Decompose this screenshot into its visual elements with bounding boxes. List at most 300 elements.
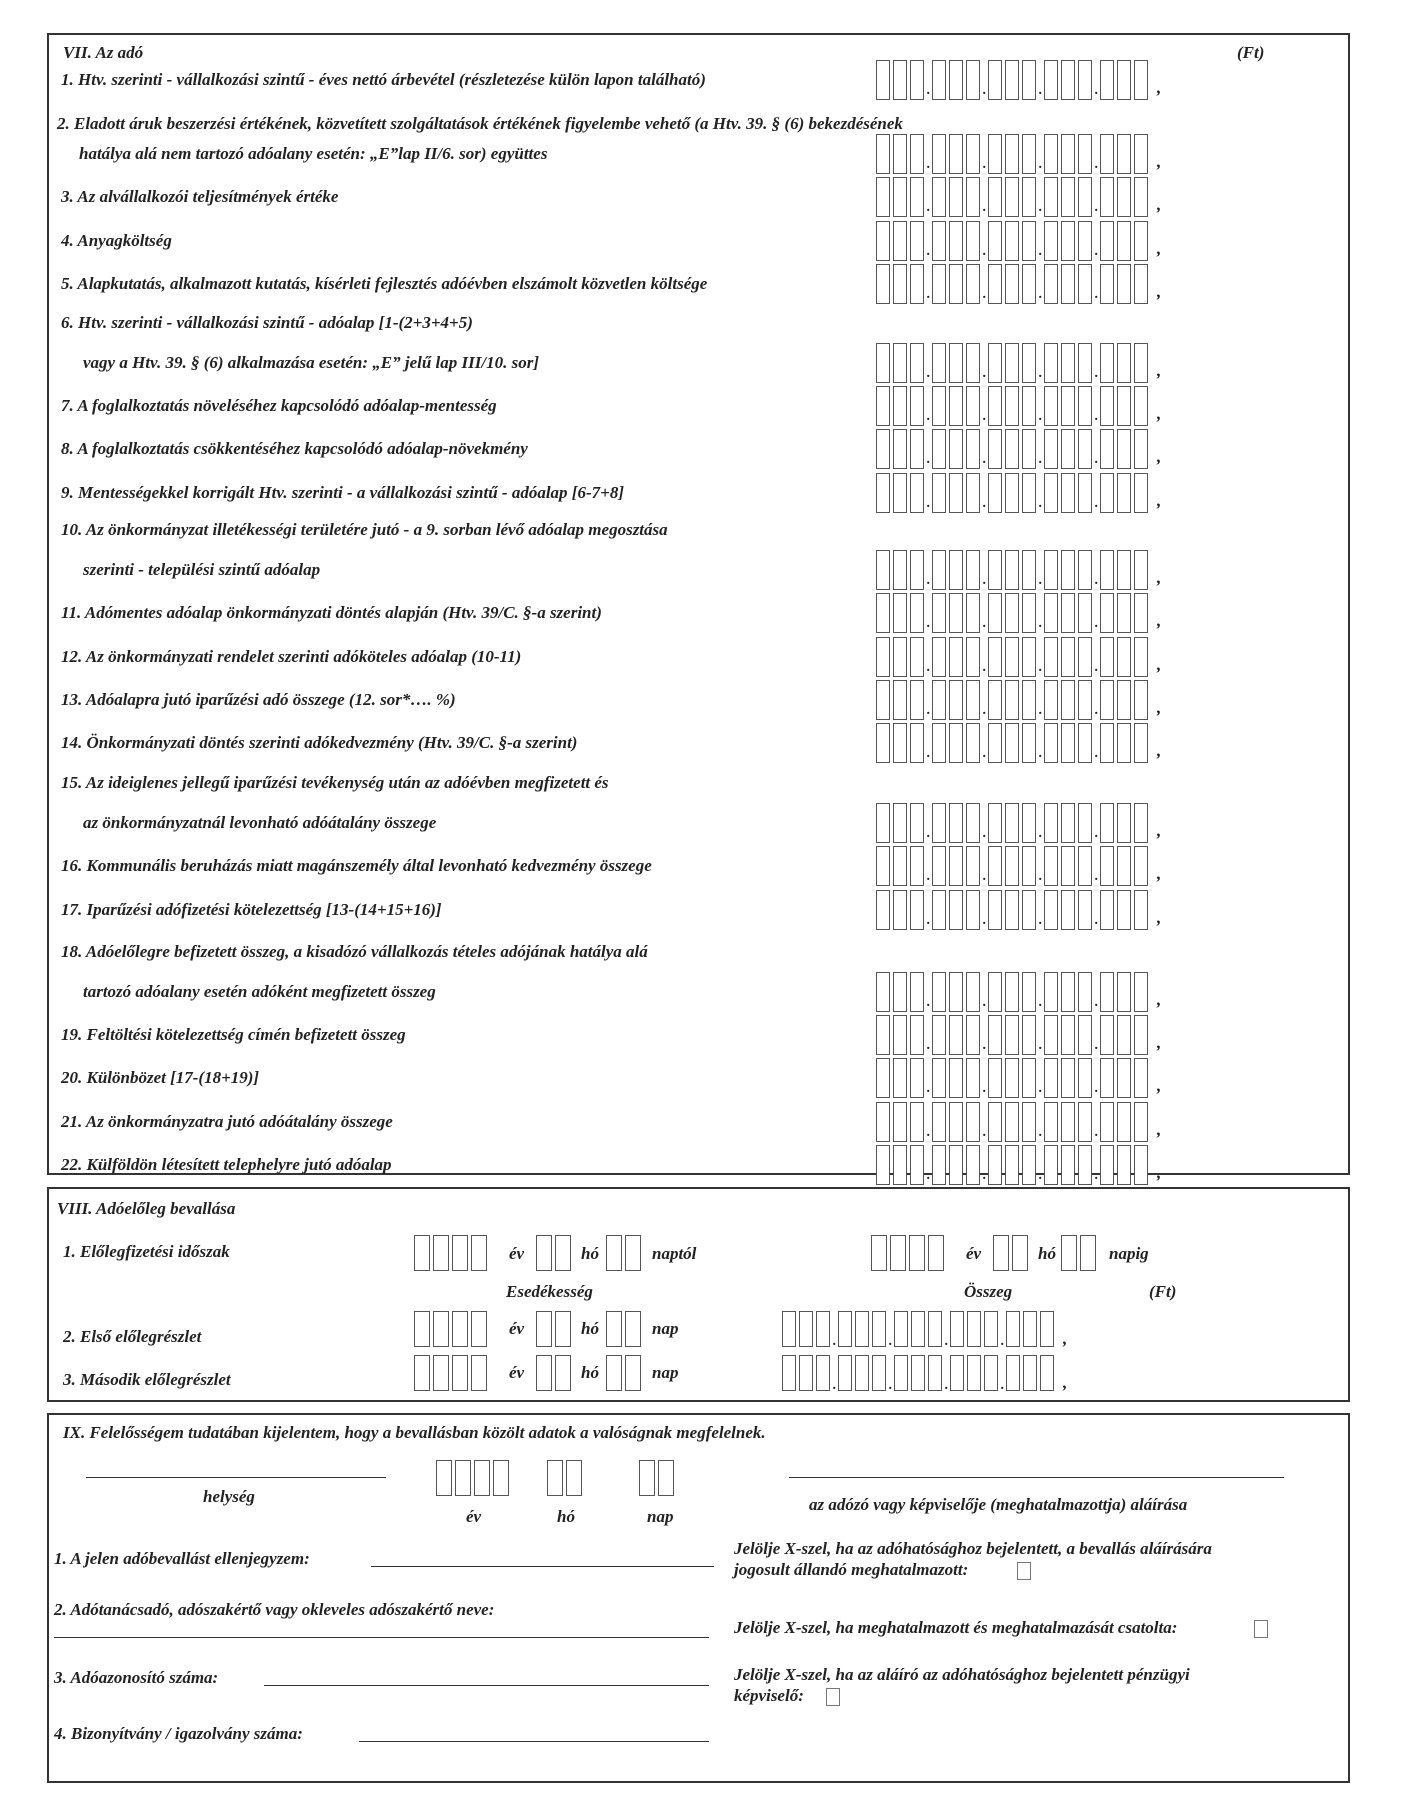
digit-box[interactable] (1061, 803, 1075, 843)
digit-box[interactable] (1078, 1145, 1092, 1185)
digit-box[interactable] (876, 264, 890, 304)
digit-box[interactable] (932, 177, 946, 217)
digit-box[interactable] (932, 890, 946, 930)
digit-box[interactable] (966, 846, 980, 886)
digit-box[interactable] (876, 473, 890, 513)
digit-box[interactable] (876, 680, 890, 720)
digit-box[interactable] (949, 723, 963, 763)
digit-box[interactable] (555, 1311, 571, 1347)
digit-box[interactable] (1061, 1058, 1075, 1098)
digit-box[interactable] (1117, 637, 1131, 677)
digit-box[interactable] (1022, 1015, 1036, 1055)
digit-box[interactable] (1061, 1235, 1077, 1271)
digit-box[interactable] (625, 1355, 641, 1391)
digit-box[interactable] (1134, 473, 1148, 513)
amount-field[interactable] (876, 890, 1151, 930)
digit-box[interactable] (893, 803, 907, 843)
digit-box[interactable] (1005, 429, 1019, 469)
digit-box[interactable] (414, 1235, 430, 1271)
digit-box[interactable] (1134, 637, 1148, 677)
digit-box[interactable] (1022, 177, 1036, 217)
digit-box[interactable] (1100, 803, 1114, 843)
financial-rep-checkbox[interactable] (826, 1688, 840, 1706)
digit-box[interactable] (1117, 1145, 1131, 1185)
amount-field[interactable] (876, 680, 1151, 720)
digit-box[interactable] (1044, 1058, 1058, 1098)
digit-box[interactable] (1100, 723, 1114, 763)
digit-box[interactable] (1134, 343, 1148, 383)
digit-box[interactable] (471, 1355, 487, 1391)
digit-box[interactable] (1005, 343, 1019, 383)
digit-box[interactable] (876, 177, 890, 217)
digit-box[interactable] (932, 680, 946, 720)
digit-box[interactable] (1134, 60, 1148, 100)
digit-box[interactable] (1040, 1311, 1054, 1347)
digit-box[interactable] (1078, 550, 1092, 590)
digit-box[interactable] (928, 1235, 944, 1271)
digit-box[interactable] (988, 386, 1002, 426)
digit-box[interactable] (1078, 343, 1092, 383)
digit-box[interactable] (949, 637, 963, 677)
digit-box[interactable] (1078, 177, 1092, 217)
digit-box[interactable] (988, 1058, 1002, 1098)
digit-box[interactable] (782, 1355, 796, 1391)
digit-box[interactable] (949, 134, 963, 174)
digit-box[interactable] (966, 637, 980, 677)
digit-box[interactable] (993, 1235, 1009, 1271)
digit-box[interactable] (910, 429, 924, 469)
digit-box[interactable] (1044, 343, 1058, 383)
digit-box[interactable] (1100, 134, 1114, 174)
digit-box[interactable] (1061, 386, 1075, 426)
digit-box[interactable] (893, 264, 907, 304)
digit-box[interactable] (949, 177, 963, 217)
place-line[interactable] (86, 1477, 386, 1478)
digit-box[interactable] (910, 1015, 924, 1055)
digit-box[interactable] (910, 343, 924, 383)
advisor-line[interactable] (54, 1637, 709, 1638)
digit-box[interactable] (988, 264, 1002, 304)
digit-box[interactable] (1023, 1355, 1037, 1391)
digit-box[interactable] (966, 1102, 980, 1142)
digit-box[interactable] (893, 1015, 907, 1055)
amount-field[interactable] (876, 177, 1151, 217)
amount-field[interactable] (876, 1015, 1151, 1055)
digit-box[interactable] (1061, 972, 1075, 1012)
digit-box[interactable] (1061, 846, 1075, 886)
digit-box[interactable] (1100, 550, 1114, 590)
digit-box[interactable] (932, 134, 946, 174)
digit-box[interactable] (799, 1311, 813, 1347)
digit-box[interactable] (966, 429, 980, 469)
digit-box[interactable] (910, 1102, 924, 1142)
period-to-day[interactable] (1061, 1235, 1099, 1271)
digit-box[interactable] (1005, 60, 1019, 100)
digit-box[interactable] (1061, 1102, 1075, 1142)
digit-box[interactable] (966, 1015, 980, 1055)
digit-box[interactable] (1005, 1102, 1019, 1142)
digit-box[interactable] (1044, 177, 1058, 217)
digit-box[interactable] (949, 803, 963, 843)
amount-field[interactable] (782, 1355, 1057, 1395)
digit-box[interactable] (876, 60, 890, 100)
digit-box[interactable] (1022, 550, 1036, 590)
digit-box[interactable] (949, 890, 963, 930)
amount-field[interactable] (876, 593, 1151, 633)
digit-box[interactable] (872, 1355, 886, 1391)
digit-box[interactable] (1005, 680, 1019, 720)
amount-field[interactable] (876, 221, 1151, 261)
digit-box[interactable] (910, 473, 924, 513)
digit-box[interactable] (1078, 134, 1092, 174)
digit-box[interactable] (988, 680, 1002, 720)
digit-box[interactable] (1100, 972, 1114, 1012)
digit-box[interactable] (988, 429, 1002, 469)
digit-box[interactable] (876, 1015, 890, 1055)
digit-box[interactable] (1078, 1015, 1092, 1055)
digit-box[interactable] (547, 1460, 563, 1496)
period-to-month[interactable] (993, 1235, 1031, 1271)
digit-box[interactable] (1134, 846, 1148, 886)
digit-box[interactable] (949, 343, 963, 383)
digit-box[interactable] (876, 221, 890, 261)
digit-box[interactable] (910, 593, 924, 633)
digit-box[interactable] (876, 890, 890, 930)
digit-box[interactable] (1100, 386, 1114, 426)
digit-box[interactable] (988, 593, 1002, 633)
digit-box[interactable] (893, 846, 907, 886)
digit-box[interactable] (911, 1311, 925, 1347)
digit-box[interactable] (1061, 177, 1075, 217)
digit-box[interactable] (872, 1311, 886, 1347)
digit-box[interactable] (949, 1015, 963, 1055)
digit-box[interactable] (1078, 473, 1092, 513)
digit-box[interactable] (555, 1355, 571, 1391)
digit-box[interactable] (1022, 60, 1036, 100)
digit-box[interactable] (1022, 429, 1036, 469)
digit-box[interactable] (988, 177, 1002, 217)
period-from-year[interactable] (414, 1235, 490, 1271)
digit-box[interactable] (1100, 637, 1114, 677)
digit-box[interactable] (910, 221, 924, 261)
digit-box[interactable] (838, 1355, 852, 1391)
signature-line[interactable] (789, 1477, 1284, 1478)
digit-box[interactable] (949, 550, 963, 590)
digit-box[interactable] (1005, 134, 1019, 174)
digit-box[interactable] (893, 680, 907, 720)
digit-box[interactable] (893, 637, 907, 677)
digit-box[interactable] (988, 1015, 1002, 1055)
digit-box[interactable] (988, 60, 1002, 100)
digit-box[interactable] (639, 1460, 655, 1496)
digit-box[interactable] (911, 1355, 925, 1391)
amount-field[interactable] (876, 723, 1151, 763)
digit-box[interactable] (1134, 1145, 1148, 1185)
digit-box[interactable] (988, 972, 1002, 1012)
digit-box[interactable] (1080, 1235, 1096, 1271)
digit-box[interactable] (910, 803, 924, 843)
digit-box[interactable] (1134, 1015, 1148, 1055)
amount-field[interactable] (876, 1102, 1151, 1142)
signature-month[interactable] (547, 1460, 585, 1496)
digit-box[interactable] (414, 1355, 430, 1391)
digit-box[interactable] (1134, 972, 1148, 1012)
digit-box[interactable] (932, 221, 946, 261)
digit-box[interactable] (1005, 1015, 1019, 1055)
digit-box[interactable] (455, 1460, 471, 1496)
digit-box[interactable] (1044, 637, 1058, 677)
digit-box[interactable] (536, 1235, 552, 1271)
digit-box[interactable] (909, 1235, 925, 1271)
digit-box[interactable] (893, 1102, 907, 1142)
digit-box[interactable] (966, 1145, 980, 1185)
proxy-attached-checkbox[interactable] (1254, 1620, 1268, 1638)
digit-box[interactable] (876, 1102, 890, 1142)
digit-box[interactable] (932, 803, 946, 843)
digit-box[interactable] (1117, 803, 1131, 843)
digit-box[interactable] (966, 386, 980, 426)
digit-box[interactable] (932, 473, 946, 513)
digit-box[interactable] (1134, 593, 1148, 633)
digit-box[interactable] (1117, 972, 1131, 1012)
digit-box[interactable] (984, 1355, 998, 1391)
digit-box[interactable] (606, 1311, 622, 1347)
digit-box[interactable] (1005, 264, 1019, 304)
digit-box[interactable] (1061, 890, 1075, 930)
digit-box[interactable] (876, 1058, 890, 1098)
digit-box[interactable] (910, 680, 924, 720)
digit-box[interactable] (1044, 1015, 1058, 1055)
digit-box[interactable] (536, 1355, 552, 1391)
amount-field[interactable] (876, 972, 1151, 1012)
digit-box[interactable] (893, 1058, 907, 1098)
digit-box[interactable] (433, 1235, 449, 1271)
digit-box[interactable] (799, 1355, 813, 1391)
digit-box[interactable] (893, 60, 907, 100)
digit-box[interactable] (1134, 386, 1148, 426)
digit-box[interactable] (1040, 1355, 1054, 1391)
amount-field[interactable] (876, 637, 1151, 677)
digit-box[interactable] (1044, 1145, 1058, 1185)
digit-box[interactable] (1100, 177, 1114, 217)
digit-box[interactable] (910, 846, 924, 886)
digit-box[interactable] (876, 723, 890, 763)
digit-box[interactable] (932, 429, 946, 469)
amount-field[interactable] (876, 134, 1151, 174)
digit-box[interactable] (988, 890, 1002, 930)
digit-box[interactable] (1044, 593, 1058, 633)
digit-box[interactable] (1134, 723, 1148, 763)
digit-box[interactable] (1078, 723, 1092, 763)
amount-field[interactable] (876, 803, 1151, 843)
digit-box[interactable] (932, 264, 946, 304)
digit-box[interactable] (932, 1015, 946, 1055)
digit-box[interactable] (1005, 177, 1019, 217)
digit-box[interactable] (1005, 723, 1019, 763)
digit-box[interactable] (1100, 60, 1114, 100)
digit-box[interactable] (876, 550, 890, 590)
digit-box[interactable] (606, 1235, 622, 1271)
digit-box[interactable] (876, 637, 890, 677)
digit-box[interactable] (932, 593, 946, 633)
digit-box[interactable] (625, 1235, 641, 1271)
digit-box[interactable] (1022, 264, 1036, 304)
digit-box[interactable] (1061, 550, 1075, 590)
digit-box[interactable] (1134, 1102, 1148, 1142)
digit-box[interactable] (949, 1145, 963, 1185)
digit-box[interactable] (1061, 1145, 1075, 1185)
digit-box[interactable] (1078, 60, 1092, 100)
digit-box[interactable] (1022, 972, 1036, 1012)
digit-box[interactable] (1117, 846, 1131, 886)
digit-box[interactable] (1022, 890, 1036, 930)
digit-box[interactable] (984, 1311, 998, 1347)
digit-box[interactable] (1012, 1235, 1028, 1271)
digit-box[interactable] (966, 177, 980, 217)
digit-box[interactable] (474, 1460, 490, 1496)
digit-box[interactable] (1134, 680, 1148, 720)
digit-box[interactable] (1100, 1058, 1114, 1098)
digit-box[interactable] (893, 386, 907, 426)
digit-box[interactable] (876, 343, 890, 383)
digit-box[interactable] (1078, 264, 1092, 304)
digit-box[interactable] (1061, 680, 1075, 720)
digit-box[interactable] (966, 972, 980, 1012)
amount-field[interactable] (876, 473, 1151, 513)
digit-box[interactable] (949, 264, 963, 304)
digit-box[interactable] (1117, 134, 1131, 174)
digit-box[interactable] (988, 803, 1002, 843)
digit-box[interactable] (910, 890, 924, 930)
digit-box[interactable] (658, 1460, 674, 1496)
digit-box[interactable] (988, 473, 1002, 513)
digit-box[interactable] (949, 846, 963, 886)
digit-box[interactable] (949, 386, 963, 426)
digit-box[interactable] (1117, 1058, 1131, 1098)
digit-box[interactable] (566, 1460, 582, 1496)
digit-box[interactable] (1061, 723, 1075, 763)
digit-box[interactable] (949, 680, 963, 720)
amount-field[interactable] (876, 386, 1151, 426)
digit-box[interactable] (988, 1145, 1002, 1185)
amount-field[interactable] (876, 60, 1151, 100)
digit-box[interactable] (1044, 550, 1058, 590)
digit-box[interactable] (949, 221, 963, 261)
digit-box[interactable] (1117, 343, 1131, 383)
digit-box[interactable] (1117, 264, 1131, 304)
digit-box[interactable] (1100, 264, 1114, 304)
digit-box[interactable] (1078, 972, 1092, 1012)
digit-box[interactable] (1078, 221, 1092, 261)
digit-box[interactable] (1100, 1015, 1114, 1055)
digit-box[interactable] (1117, 723, 1131, 763)
period-from-day[interactable] (606, 1235, 644, 1271)
digit-box[interactable] (1117, 221, 1131, 261)
digit-box[interactable] (928, 1355, 942, 1391)
digit-box[interactable] (932, 972, 946, 1012)
digit-box[interactable] (893, 1145, 907, 1185)
digit-box[interactable] (966, 264, 980, 304)
digit-box[interactable] (893, 177, 907, 217)
digit-box[interactable] (910, 972, 924, 1012)
digit-box[interactable] (816, 1355, 830, 1391)
amount-field[interactable] (876, 264, 1151, 304)
digit-box[interactable] (1044, 846, 1058, 886)
digit-box[interactable] (893, 550, 907, 590)
digit-box[interactable] (966, 890, 980, 930)
digit-box[interactable] (893, 343, 907, 383)
digit-box[interactable] (1100, 1102, 1114, 1142)
digit-box[interactable] (1044, 473, 1058, 513)
digit-box[interactable] (966, 723, 980, 763)
digit-box[interactable] (1044, 723, 1058, 763)
digit-box[interactable] (1044, 429, 1058, 469)
digit-box[interactable] (1044, 803, 1058, 843)
digit-box[interactable] (555, 1235, 571, 1271)
digit-box[interactable] (1006, 1311, 1020, 1347)
amount-field[interactable] (876, 343, 1151, 383)
digit-box[interactable] (928, 1311, 942, 1347)
cert-line[interactable] (359, 1741, 709, 1742)
digit-box[interactable] (871, 1235, 887, 1271)
digit-box[interactable] (932, 723, 946, 763)
digit-box[interactable] (1061, 473, 1075, 513)
digit-box[interactable] (1022, 846, 1036, 886)
digit-box[interactable] (966, 221, 980, 261)
digit-box[interactable] (910, 134, 924, 174)
digit-box[interactable] (1117, 890, 1131, 930)
digit-box[interactable] (1005, 1058, 1019, 1098)
digit-box[interactable] (1061, 1015, 1075, 1055)
digit-box[interactable] (1117, 60, 1131, 100)
digit-box[interactable] (1044, 1102, 1058, 1142)
digit-box[interactable] (949, 60, 963, 100)
digit-box[interactable] (910, 1058, 924, 1098)
digit-box[interactable] (855, 1355, 869, 1391)
digit-box[interactable] (1078, 803, 1092, 843)
digit-box[interactable] (894, 1355, 908, 1391)
digit-box[interactable] (1022, 473, 1036, 513)
digit-box[interactable] (1061, 637, 1075, 677)
due-day[interactable] (606, 1311, 644, 1347)
digit-box[interactable] (1061, 221, 1075, 261)
digit-box[interactable] (932, 60, 946, 100)
digit-box[interactable] (932, 1145, 946, 1185)
digit-box[interactable] (910, 60, 924, 100)
digit-box[interactable] (1022, 723, 1036, 763)
digit-box[interactable] (1006, 1355, 1020, 1391)
digit-box[interactable] (949, 593, 963, 633)
digit-box[interactable] (1022, 1102, 1036, 1142)
digit-box[interactable] (1100, 890, 1114, 930)
amount-field[interactable] (876, 1145, 1151, 1185)
digit-box[interactable] (1117, 1015, 1131, 1055)
digit-box[interactable] (932, 386, 946, 426)
digit-box[interactable] (1117, 429, 1131, 469)
permanent-proxy-checkbox[interactable] (1017, 1562, 1031, 1580)
digit-box[interactable] (988, 550, 1002, 590)
digit-box[interactable] (471, 1235, 487, 1271)
digit-box[interactable] (1022, 1058, 1036, 1098)
due-day[interactable] (606, 1355, 644, 1391)
digit-box[interactable] (414, 1311, 430, 1347)
digit-box[interactable] (876, 803, 890, 843)
digit-box[interactable] (816, 1311, 830, 1347)
digit-box[interactable] (932, 1058, 946, 1098)
digit-box[interactable] (1022, 803, 1036, 843)
digit-box[interactable] (1022, 1145, 1036, 1185)
digit-box[interactable] (910, 550, 924, 590)
